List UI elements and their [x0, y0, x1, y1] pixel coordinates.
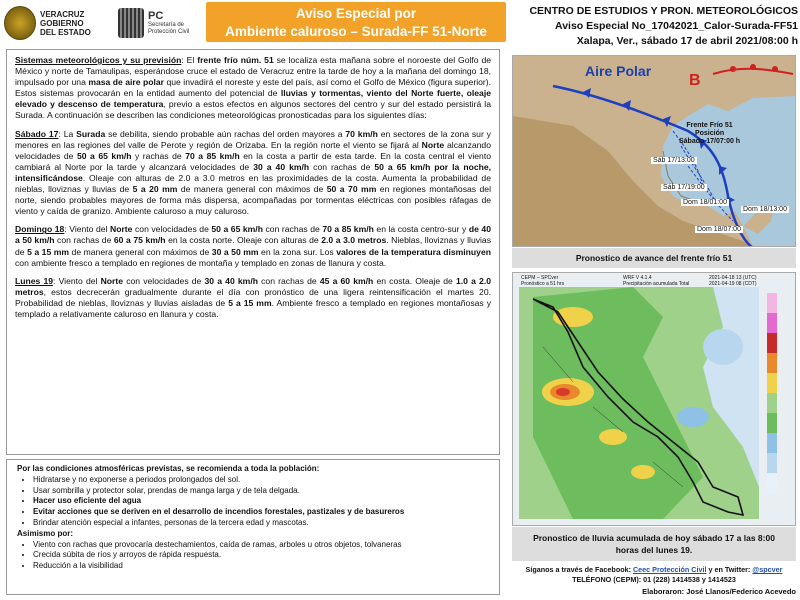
precipitation-map: [512, 272, 796, 526]
veracruz-logo: [4, 4, 94, 42]
front-position-time: Sábado 17/07:00 h: [679, 138, 741, 145]
social-line: [512, 565, 796, 575]
list-item: • Hidratarse y no exponerse a periodos prolongados del sol.: [33, 475, 489, 486]
text: 1.0 a 2.0 metros: [15, 275, 491, 297]
text: Norte: [421, 139, 445, 150]
recommendations-panel: [6, 459, 500, 595]
paragraph-systems: [15, 55, 491, 122]
text: en la zona sur. Los: [258, 246, 337, 257]
recommendations-intro: Por las condiciones atmosféricas previstas, se recomienda a toda la población:: [17, 464, 320, 473]
front-position-label: [679, 122, 740, 146]
logo-line: DEL ESTADO: [40, 27, 91, 37]
text: 70 km/h: [345, 128, 378, 139]
text: 60 a 75 km/h: [113, 235, 166, 246]
pc-emblem-icon: [118, 8, 144, 38]
text: 50 a 65 km/h: [211, 224, 263, 235]
contact-info: [512, 565, 796, 584]
text: 30 a 50 mm: [211, 246, 259, 257]
text: 5 a 15 mm: [228, 297, 272, 308]
text: alcanzando velocidades de: [15, 139, 491, 161]
text: se debilita, siendo probable aún rachas del orden mayores a: [105, 128, 346, 139]
text: valores de la temperatura disminuyen: [336, 246, 491, 257]
text: 70 a 85 km/h: [185, 150, 240, 161]
map2-head-text: 2021-04-19 08 (CDT): [709, 281, 757, 287]
list-item: • Viento con rachas que provocaría destechamientos, caída de ramas, arboles u otros objetos, tolvaneras: [33, 540, 489, 551]
section-heading: Domingo 18: [15, 224, 65, 235]
list-item: • Evitar acciones que se deriven en el desarrollo de incendios forestales, pastizales y de basureros: [33, 507, 489, 518]
text: 5 a 15 mm: [27, 246, 70, 257]
text: con velocidades de: [123, 275, 205, 286]
veracruz-seal-icon: [4, 6, 36, 40]
text: con ambiente fresco a templado en regiones de montaña y templado en zonas de llanura y costa.: [15, 257, 387, 268]
forecast-time-label: Dom 18/13:00: [743, 206, 787, 213]
map2-header-mid: [623, 275, 689, 287]
text: : La: [58, 128, 77, 139]
text: se localiza esta mañana sobre el noroeste del Golfo de México y norte de Tamaulipas, esperándose cruce el estado de Veracruz entre la tarde de hoy a la mañana del domingo 18, impulsado por una: [15, 55, 492, 88]
text: , previo a estos efectos en algunos sectores del centro y sur del estado persistirá la Surada. A continuación se describen las condiciones meteorológicas pronosticadas para los siguientes días:: [15, 99, 491, 121]
section-heading: Sistemas meteorológicos y su previsión: [15, 55, 182, 65]
text: , estos decrecerán gradualmente durante el día con pronóstico de una ligera reintensificación el martes 20. Probabilidad de nieblas, lloviznas y lluvias aisladas de: [15, 286, 491, 308]
header-info: [510, 4, 798, 49]
proteccion-civil-logo: [118, 4, 198, 42]
text: Síganos a través de Facebook:: [525, 565, 633, 574]
section-heading: Sábado 17: [15, 128, 59, 139]
polar-air-label: Aire Polar: [585, 63, 652, 79]
list-item: • Crecida súbita de ríos y arroyos de rápida respuesta.: [33, 550, 489, 561]
text: 30 a 40 km/h: [204, 275, 258, 286]
front-name: Frente Frío 51: [686, 122, 733, 129]
text: 50 a 65 km/h por la noche, intensificándose: [15, 161, 492, 183]
twitter-link[interactable]: @spcver: [752, 565, 783, 574]
text: 2.0 a 3.0 metros: [321, 235, 387, 246]
text: con velocidades de: [132, 224, 212, 235]
text: 45 a 60 km/h: [319, 275, 374, 286]
forecast-time-label: Dom 18/07:00: [697, 226, 741, 233]
text: 50 a 65 km/h: [76, 150, 132, 161]
text: con rachas de: [262, 224, 323, 235]
recommendations-list: [17, 475, 489, 529]
logo-line: VERACRUZ: [40, 9, 85, 19]
text: y rachas de: [131, 150, 186, 161]
text: de 40 a 50 km/h: [15, 224, 491, 246]
cold-front-map-caption: Pronostico de avance del frente frío 51: [512, 248, 796, 268]
precipitation-map-caption: [512, 527, 796, 561]
text: de manera general con máximos de: [177, 184, 327, 195]
forecast-text-panel: [6, 49, 500, 455]
text: 5 a 20 mm: [132, 184, 178, 195]
text: en costa. Oleaje de: [373, 275, 456, 286]
text: . Oleaje con alturas de 2.0 a 3.0 metros en las proximidades de la costa. Aumenta la probabilidad de nieblas, lloviznas y lluvias de: [15, 172, 491, 195]
veracruz-logo-text: [40, 10, 91, 37]
banner-line2: Ambiente caluroso – Surada-FF 51-Norte: [225, 24, 487, 39]
logo-line: GOBIERNO: [40, 18, 84, 28]
map2-head-text: Precipitación acumulada Total: [623, 281, 690, 287]
cold-front-map-svg: [513, 56, 796, 247]
list-item: • Reducción a la visibilidad: [33, 561, 489, 572]
list-item: • Brindar atención especial a infantes, personas de la tercera edad y mascotas.: [33, 518, 489, 529]
text: Norte: [110, 224, 133, 235]
text: en la costa a partir de esta tarde. En la costa central el viento cambiará al Norte por la tarde y alcanzará velocidades de: [15, 150, 491, 172]
caption-line: horas del lunes 19.: [615, 545, 693, 555]
text: en la costa norte. Oleaje con alturas de: [165, 235, 322, 246]
also-list: [17, 540, 489, 572]
text: : Viento del: [53, 275, 101, 286]
phone-line: TELÉFONO (CEPM): 01 (228) 1414538 y 1414523: [572, 574, 736, 584]
forecast-time-label: Sáb 17/19:00: [663, 184, 705, 191]
map2-header-left: [521, 275, 564, 287]
text: que invadirá el noreste y este del país, así como el Golfo de México (figura superior). Estos sistemas provocarán en la entidad aumento del potencial de: [15, 77, 491, 99]
low-pressure-label: B: [689, 72, 701, 89]
text: con rachas de: [309, 161, 375, 172]
notice-number: Aviso Especial No_17042021_Calor-Surada-FF51: [555, 20, 798, 32]
center-name: CENTRO DE ESTUDIOS Y PRON. METEOROLÓGICOS: [529, 5, 798, 17]
notice-date: Xalapa, Ver., sábado 17 de abril 2021/08:00 h: [576, 35, 798, 47]
map2-head-text: CEPM – SPCver: [521, 275, 559, 281]
map2-head-text: WRF V 4.1.4: [623, 275, 652, 281]
text: Surada: [76, 128, 106, 139]
forecast-time-label: Sáb 17/13:00: [653, 157, 695, 164]
precipitation-map-svg: [513, 287, 796, 526]
text: Norte: [100, 275, 124, 286]
text: lluvias y tormentas, viento del Norte fuerte, oleaje elevado y descenso de temperatura: [15, 88, 491, 110]
text: 30 a 40 km/h: [253, 161, 310, 172]
text: . Nieblas, lloviznas y lluvias de: [15, 235, 492, 257]
banner-line1: Aviso Especial por: [295, 6, 417, 21]
text: en regiones montañosas del norte, siendo probables mayores de forma más dispersa, acompañadas por tormentas eléctricas con posibles ráfagas de viento y caída de granizo. Ambiente caluroso a muy caluroso.: [15, 184, 491, 217]
text: : Viento del: [64, 224, 110, 235]
credits: Elaboraron: José Llanos/Federico Acevedo: [642, 587, 796, 596]
map2-head-text: Pronóstico a 51 hrs: [521, 281, 565, 287]
text: : El: [181, 55, 198, 65]
text: y en Twitter:: [706, 565, 753, 574]
list-item: • Usar sombrilla y protector solar, prendas de manga larga y de tela delgada.: [33, 486, 489, 497]
text: en la costa centro-sur y: [373, 224, 469, 235]
caption-line: Pronostico de lluvia acumulada de hoy sábado 17 a las 8:00: [533, 533, 775, 543]
text: 70 a 85 km/h: [322, 224, 374, 235]
title-banner: [206, 2, 506, 42]
text: de manera general con máximos de: [69, 246, 212, 257]
front-position: Posición: [694, 130, 725, 137]
text: con rachas de: [257, 275, 320, 286]
text: con rachas de: [54, 235, 114, 246]
list-item: • Hacer uso eficiente del agua: [33, 496, 489, 507]
cold-front-map: [512, 55, 796, 247]
pc-line: Secretaría de: [148, 22, 185, 28]
paragraph-sunday: [15, 224, 491, 268]
text: en sectores de la zona sur y menores en las regiones del valle de Perote y región de Orizaba. En la región norte el viento se fijará al: [15, 128, 491, 150]
paragraph-saturday: [15, 129, 491, 218]
forecast-time-label: Dom 18/01:00: [683, 199, 727, 206]
map2-head-text: 2021-04-18 13 (UTC): [709, 275, 757, 281]
paragraph-monday: [15, 276, 491, 320]
text: frente frío núm. 51: [197, 55, 274, 65]
facebook-link[interactable]: Ceec Protección Civil: [632, 565, 707, 574]
text: masa de aire polar: [88, 77, 165, 88]
text: . Ambiente fresco a templado en regiones montañosas y templado a relativamente caluroso en llanura y costa.: [15, 297, 491, 319]
map2-header-right: [709, 275, 757, 287]
text: 50 a 70 mm: [326, 184, 377, 195]
also-heading: Asimismo por:: [17, 528, 74, 538]
pc-title: PC: [148, 10, 164, 22]
section-heading: Lunes 19: [15, 275, 54, 286]
pc-line: Protección Civil: [148, 29, 190, 35]
